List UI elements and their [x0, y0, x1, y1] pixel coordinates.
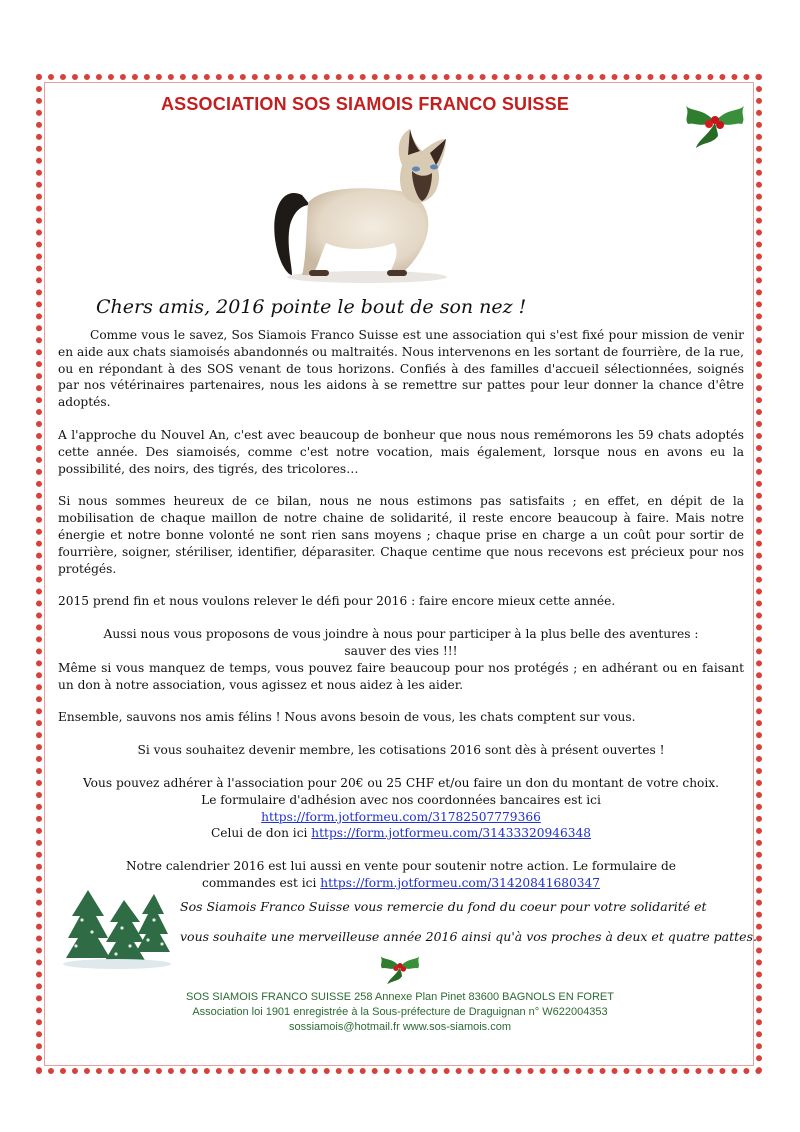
paragraph-fees: Vous pouvez adhérer à l'association pour 20€ ou 25 CHF et/ou faire un don du montant de votre choix.	[82, 775, 720, 790]
paragraph-together: Ensemble, sauvons nos amis félins ! Nous avons besoin de vous, les chats comptent sur vous.	[58, 710, 636, 725]
paragraph-calendar: Notre calendrier 2016 est lui aussi en vente pour soutenir notre action. Le formulaire de	[126, 859, 676, 874]
paragraph-challenge: 2015 prend fin et nous voulons relever le défi pour 2016 : faire encore mieux cette année.	[58, 594, 616, 609]
paragraph-adoptions: A l'approche du Nouvel An, c'est avec beaucoup de bonheur que nous nous remémorons les 59 chats adoptés cette année. Des siamoisés, comme c'est notre vocation, mais également, lorsque nous en avons eu la possibilité, des noirs, des tigrés, des tricolores…	[58, 427, 744, 476]
paragraph-form-intro: Le formulaire d'adhésion avec nos coordonnées bancaires est ici	[201, 792, 601, 807]
adhesion-form-link[interactable]: https://form.jotformeu.com/31782507779366	[261, 809, 541, 824]
paragraph-needs: Si nous sommes heureux de ce bilan, nous ne nous estimons pas satisfaits ; en effet, en dépit de la mobilisation de chaque maillon de notre chaine de solidarité, il reste encore beaucoup à faire. Mais notre énergie et notre bonne volonté ne sont rien sans moyens ; chaque prise en charge a un coût pour sortir de fourrière, soigner, stériliser, identifier, déparasiter. Chaque centime que nous recevons est précieux pour nos protégés.	[58, 494, 744, 576]
cat-illustration	[262, 125, 472, 285]
greeting: Chers amis, 2016 pointe le bout de son nez !	[96, 296, 527, 318]
donation-form-link[interactable]: https://form.jotformeu.com/31433320946348	[311, 826, 591, 841]
thanks-line-2: vous souhaite une merveilleuse année 2016 ainsi qu'à vos proches à deux et quatre pattes.	[180, 929, 757, 944]
footer-registration: Association loi 1901 enregistrée à la Sous-préfecture de Draguignan n° W622004353	[192, 1006, 608, 1018]
letter-body	[58, 327, 744, 892]
page-title: ASSOCIATION SOS SIAMOIS FRANCO SUISSE	[160, 94, 570, 114]
thanks-message	[180, 892, 760, 952]
paragraph-subscriptions: Si vous souhaitez devenir membre, les cotisations 2016 sont dès à présent ouvertes !	[137, 743, 665, 758]
footer	[0, 990, 800, 1035]
orders-label: commandes est ici	[202, 875, 321, 890]
paragraph-membership-appeal: Même si vous manquez de temps, vous pouvez faire beaucoup pour nos protégés ; en adhérant ou en faisant un don à notre association, vous agissez et nous aidez à les aider.	[58, 660, 744, 692]
orders-form-link[interactable]: https://form.jotformeu.com/31420841680347	[320, 875, 600, 890]
holly-icon	[378, 952, 422, 986]
footer-address: SOS SIAMOIS FRANCO SUISSE 258 Annexe Plan Pinet 83600 BAGNOLS EN FORET	[186, 991, 614, 1003]
paragraph-invitation: Aussi nous vous proposons de vous joindre à nous pour participer à la plus belle des aventures :	[103, 627, 699, 642]
thanks-line-1: Sos Siamois Franco Suisse vous remercie du fond du coeur pour votre solidarité et	[180, 899, 707, 914]
paragraph-intro: Comme vous le savez, Sos Siamois Franco Suisse est une association qui s'est fixé pour mission de venir en aide aux chats siamoisés abandonnés ou maltraités. Nous intervenons en les sortant de fourrière, de la rue, ou en répondant à des SOS venant de tous horizons. Confiés à des familles d'accueil sélectionnées, soignés par nos vétérinaires partenaires, nous les aidons à se remettre sur pattes pour leur donner la chance d'être adoptés.	[58, 328, 744, 410]
holly-icon	[682, 100, 748, 150]
paragraph-save-lives: sauver des vies !!!	[344, 643, 458, 658]
christmas-trees-illustration	[62, 880, 172, 970]
donation-label: Celui de don ici	[210, 826, 312, 841]
footer-contact: sossiamois@hotmail.fr www.sos-siamois.com	[288, 1021, 512, 1033]
